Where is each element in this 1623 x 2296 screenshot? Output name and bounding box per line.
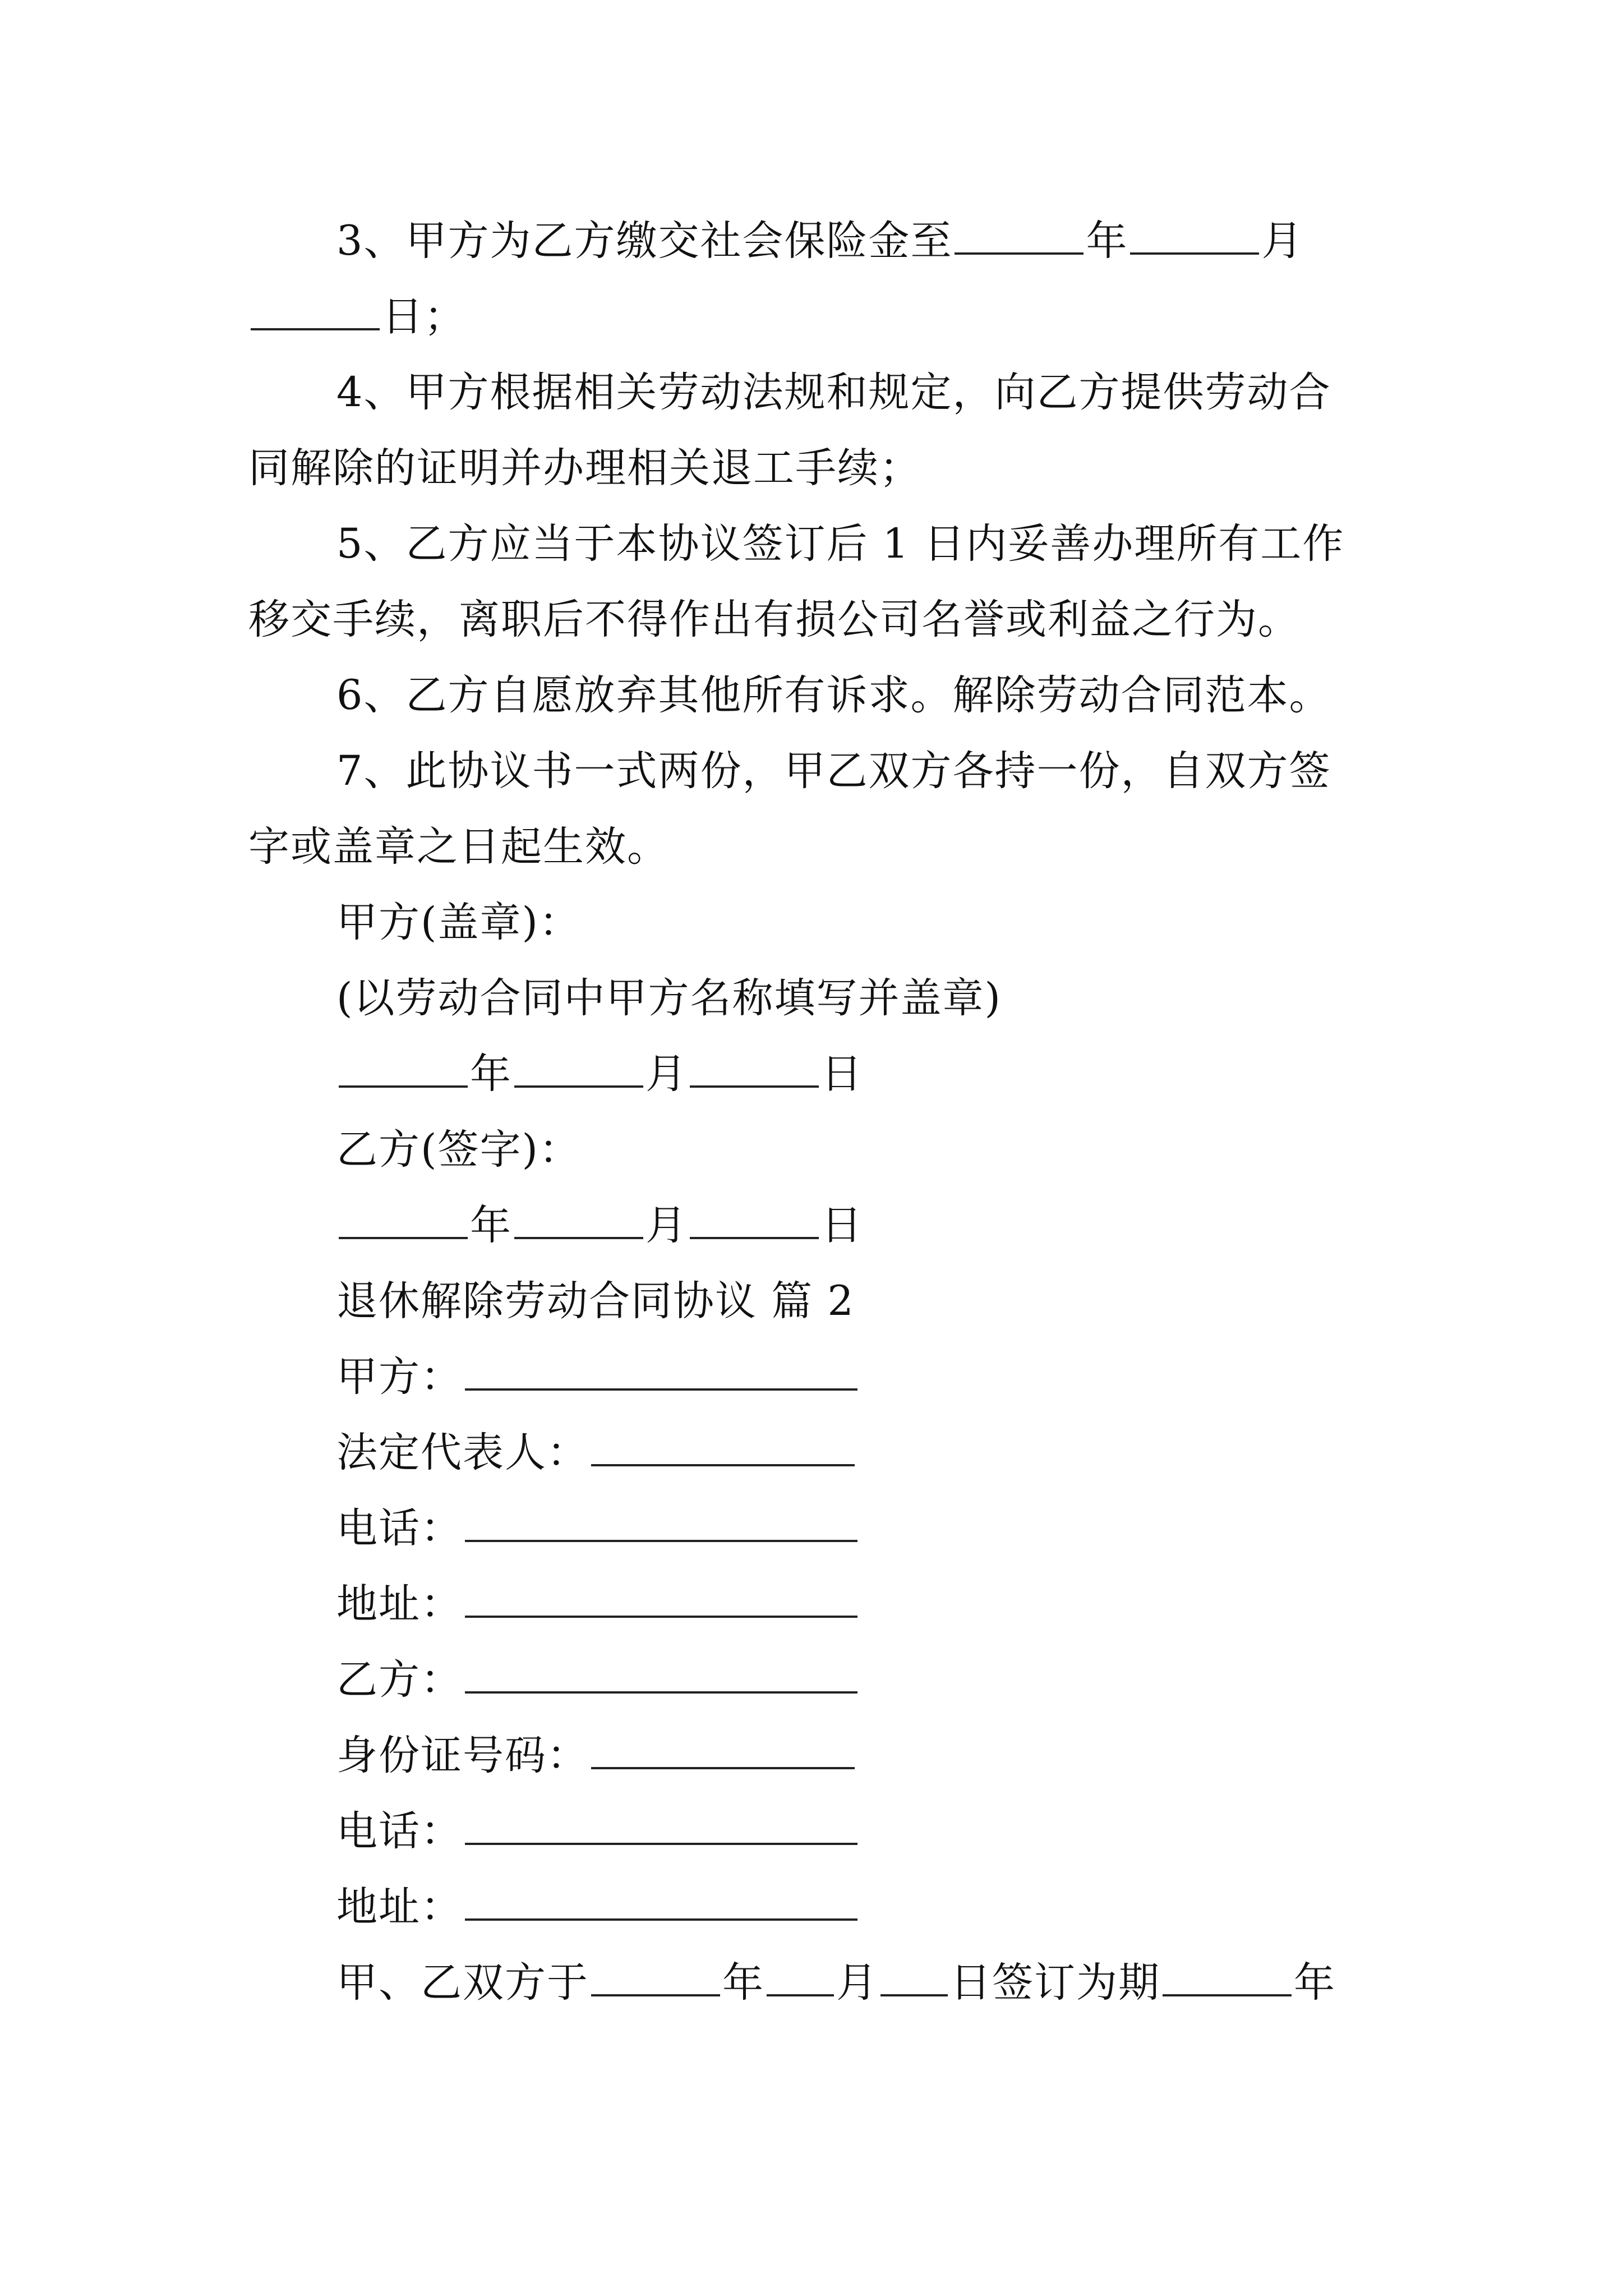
clause-7-line-1 [336,743,1469,799]
clause-6-line [336,668,1469,724]
party-a-note-line [336,970,1469,1027]
insurance-day-blank[interactable] [251,293,380,330]
id-number-blank[interactable] [591,1732,855,1769]
party-b-address-field [336,1879,1469,1935]
clause-7-text-2: 字或盖章之日起生效。 [248,823,669,871]
clause-3-year-label: 年 [1086,217,1128,265]
clause-7-text-1: 7、此协议书一式两份，甲乙双方各持一份，自双方签 [336,747,1331,795]
party-b-address-blank[interactable] [465,1884,857,1921]
agreement-day-text: 日签订为期 [950,1959,1160,2007]
party-a-day-blank[interactable] [690,1051,819,1088]
agreement-month-blank[interactable] [767,1959,834,1996]
clause-5-text-1: 5、乙方应当于本协议签订后 1 日内妥善办理所有工作 [336,520,1345,568]
party-a-address-label: 地址： [336,1580,463,1628]
party-b-month-label: 月 [645,1202,688,1249]
party-a-month-label: 月 [645,1050,688,1098]
party-a-phone-field [336,1501,1469,1557]
party-b-year-blank[interactable] [339,1202,468,1239]
legal-representative-label: 法定代表人： [336,1429,589,1476]
party-a-note: (以劳动合同中甲方名称填写并盖章) [336,974,1002,1022]
agreement-prefix: 甲、乙双方于 [336,1959,589,2007]
party-a-phone-blank[interactable] [465,1505,857,1542]
party-b-phone-field [336,1803,1469,1860]
agreement-month-label: 月 [836,1959,878,2007]
clause-5-text-2: 移交手续，离职后不得作出有损公司名誉或利益之行为。 [248,596,1300,643]
insurance-month-blank[interactable] [1130,218,1259,255]
party-b-phone-label: 电话： [336,1807,463,1855]
agreement-day-blank[interactable] [880,1959,948,1996]
party-a-address-blank[interactable] [465,1581,857,1618]
section-2-title-line [336,1273,1469,1329]
clause-4-line-2 [248,440,1381,496]
id-number-field [336,1728,1469,1784]
clause-4-text-2: 同解除的证明并办理相关退工手续； [248,444,921,492]
party-a-name-blank[interactable] [465,1354,857,1391]
party-a-seal-line [336,895,1469,951]
clause-3-month-label: 月 [1261,217,1304,265]
agreement-term-year-label: 年 [1294,1959,1336,2007]
agreement-date-line [336,1955,1469,2011]
clause-6-text: 6、乙方自愿放弃其他所有诉求。解除劳动合同范本。 [336,671,1331,719]
legal-representative-blank[interactable] [591,1429,855,1466]
legal-representative-field [336,1425,1469,1481]
clause-3-line-1 [336,213,1469,269]
party-a-address-field [336,1576,1469,1632]
agreement-term-blank[interactable] [1163,1959,1292,1996]
party-a-seal-label: 甲方(盖章)： [336,899,581,946]
party-b-year-label: 年 [470,1202,512,1249]
party-a-date-line [336,1046,1469,1102]
party-a-year-label: 年 [470,1050,512,1098]
party-a-name-field [336,1349,1469,1405]
clause-3-prefix: 3、甲方为乙方缴交社会保险金至 [336,217,953,265]
party-a-day-label: 日 [821,1050,863,1098]
insurance-year-blank[interactable] [955,218,1083,255]
clause-4-line-1 [336,365,1381,421]
party-a-year-blank[interactable] [339,1051,468,1088]
party-b-day-label: 日 [821,1202,863,1249]
party-b-name-field [336,1652,1469,1708]
party-b-day-blank[interactable] [690,1202,819,1239]
id-number-label: 身份证号码： [336,1732,589,1779]
party-b-name-blank[interactable] [465,1657,857,1694]
party-b-name-label: 乙方： [336,1656,463,1704]
agreement-year-blank[interactable] [591,1959,720,1996]
section-2-title: 退休解除劳动合同协议 篇 2 [336,1277,855,1325]
clause-4-text-1: 4、甲方根据相关劳动法规和规定，向乙方提供劳动合 [336,369,1331,416]
party-a-phone-label: 电话： [336,1504,463,1552]
party-b-date-line [336,1198,1469,1254]
clause-3-line-2 [248,289,1381,345]
clause-5-line-1 [336,516,1469,572]
party-a-name-label: 甲方： [336,1353,463,1401]
party-b-sign-line [336,1122,1469,1178]
party-b-month-blank[interactable] [514,1202,643,1239]
party-b-sign-label: 乙方(签字)： [336,1126,581,1174]
agreement-year-label: 年 [722,1959,764,2007]
clause-7-line-2 [248,819,1381,875]
party-b-address-label: 地址： [336,1883,463,1931]
party-a-month-blank[interactable] [514,1051,643,1088]
party-b-phone-blank[interactable] [465,1808,857,1845]
clause-5-line-2 [248,592,1381,648]
clause-3-day-label: 日； [382,293,466,341]
